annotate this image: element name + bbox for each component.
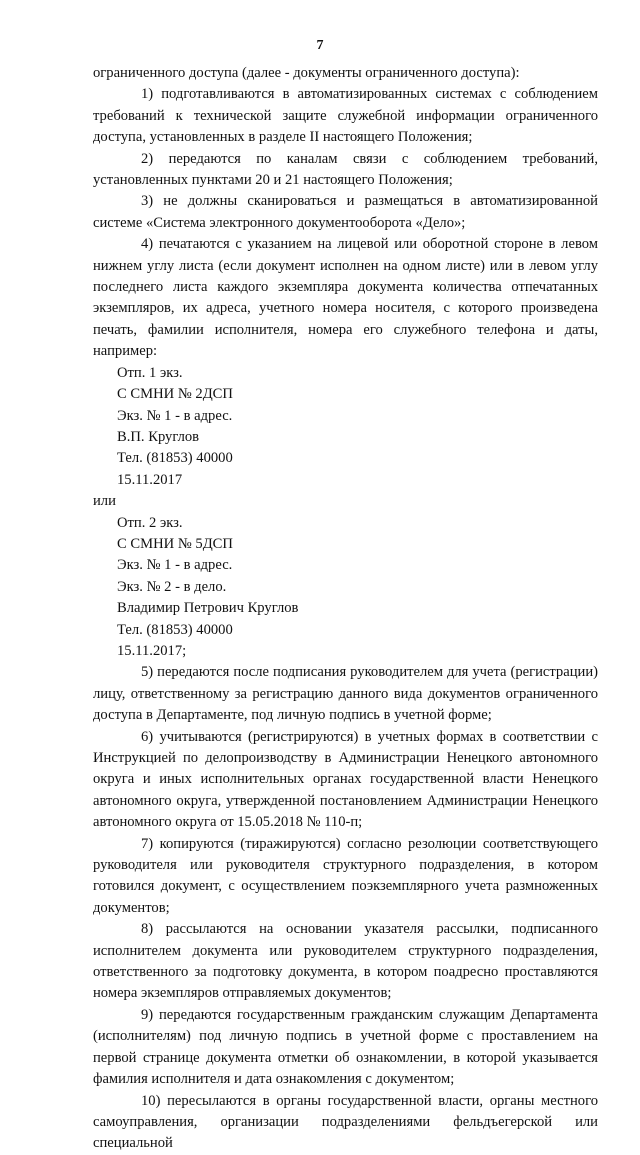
or-separator: или <box>93 493 116 510</box>
list-item-4: 4) печатаются с указанием на лицевой или оборотной стороне в левом нижнем углу листа (если документ исполнен на одном листе) или в левом углу последнего листа каждого экземпляра документа количества отпечатанных экземпляров, их адреса, учетного номера носителя, с которого произведена печать, фамилии исполнителя, номера его служебного телефона и даты, например: <box>93 236 598 360</box>
document-body <box>93 63 598 1155</box>
example-1-line: С СМНИ № 2ДСП <box>117 386 233 403</box>
list-item-9: 9) передаются государственным гражданским служащим Департамента (исполнителям) под личную подпись в учетной форме с проставлением на первой странице документа отметки об ознакомлении, в которой указывается фамилия исполнителя и дата ознакомления с документом; <box>93 1006 598 1088</box>
example-block-2 <box>93 513 598 663</box>
example-2-line: Экз. № 1 - в адрес. <box>117 557 233 574</box>
example-1-line: 15.11.2017 <box>117 471 183 488</box>
example-1-line: Экз. № 1 - в адрес. <box>117 407 233 424</box>
example-2-line: Экз. № 2 - в дело. <box>117 578 227 595</box>
list-item-1: 1) подготавливаются в автоматизированных системах с соблюдением требований к технической защите служебной информации ограниченного доступа, установленных в разделе II настоящего Положения; <box>93 86 598 146</box>
example-1-line: Тел. (81853) 40000 <box>117 450 233 467</box>
list-item-8: 8) рассылаются на основании указателя рассылки, подписанного исполнителем документа или руководителем структурного подразделения, ответственного за подготовку документа, в котором поадресно проставляются номера экземпляров отправляемых документов; <box>93 921 598 1002</box>
list-item-7: 7) копируются (тиражируются) согласно резолюции соответствующего руководителя или руководителя структурного подразделения, в котором готовился документ, с осуществлением поэкземплярного учета размноженных документов; <box>93 835 598 916</box>
list-item-6: 6) учитываются (регистрируются) в учетных формах в соответствии с Инструкцией по делопроизводству в Администрации Ненецкого автономного округа и иных исполнительных органах государственной власти Ненецкого автономного округа, утвержденной постановлением Администрации Ненецкого автономного округа от 15.05.2018 № 110-п; <box>93 728 598 831</box>
example-1-line: Отп. 1 экз. <box>117 364 183 381</box>
example-2-line: С СМНИ № 5ДСП <box>117 535 233 552</box>
example-1-line: В.П. Круглов <box>117 428 200 445</box>
example-block-1 <box>93 363 598 491</box>
example-2-line: 15.11.2017; <box>117 642 187 659</box>
list-item-2: 2) передаются по каналам связи с соблюдением требований, установленных пунктами 20 и 21 настоящего Положения; <box>93 150 598 189</box>
list-item-10: 10) пересылаются в органы государственной власти, органы местного самоуправления, организации подразделениями фельдъегерской или специальной <box>93 1092 598 1152</box>
list-item-3: 3) не должны сканироваться и размещаться в автоматизированной системе «Система электронного документооборота «Дело»; <box>93 193 598 231</box>
page-number: 7 <box>316 38 324 53</box>
lead-paragraph: ограниченного доступа (далее - документы ограниченного доступа): <box>93 65 520 81</box>
example-2-line: Отп. 2 экз. <box>117 514 183 531</box>
example-2-line: Тел. (81853) 40000 <box>117 621 233 638</box>
example-2-line: Владимир Петрович Круглов <box>117 600 299 617</box>
list-item-5: 5) передаются после подписания руководителем для учета (регистрации) лицу, ответственному за регистрацию данного вида документов ограниченного доступа в Департаменте, под личную подпись в учетной форме; <box>93 664 598 724</box>
